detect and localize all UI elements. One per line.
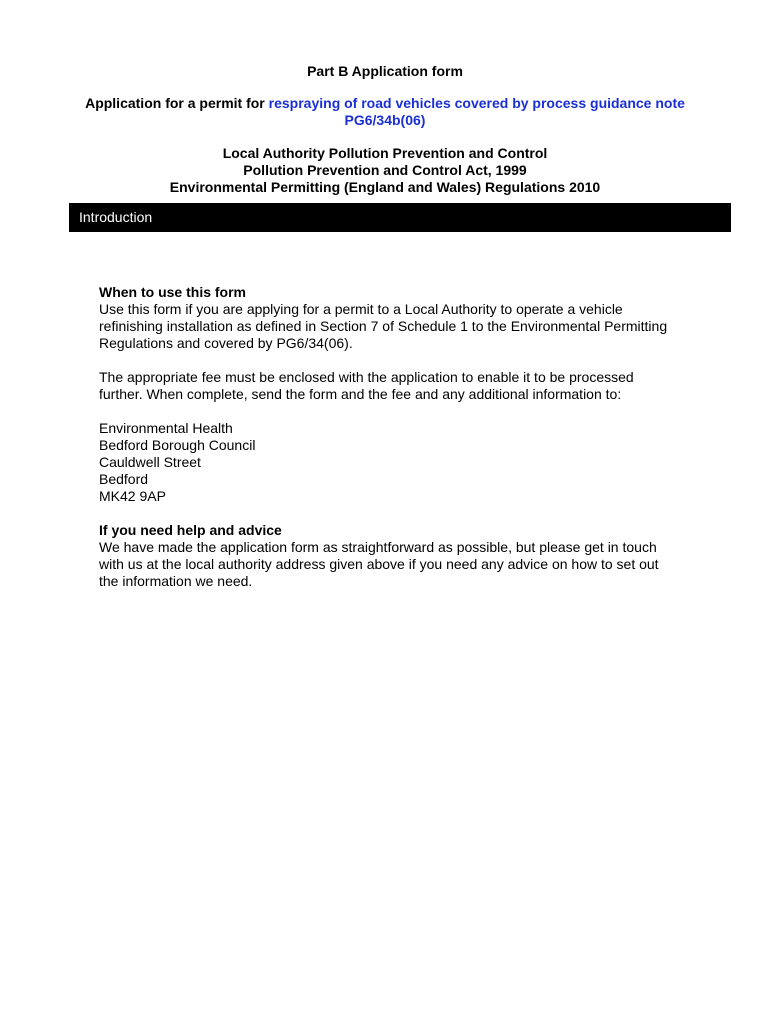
introduction-content <box>99 284 679 590</box>
address-line: Bedford <box>99 471 149 487</box>
legislation-line: Pollution Prevention and Control Act, 1999 <box>243 162 527 178</box>
help-text: We have made the application form as straightforward as possible, but please get in touch with us at the local authority address given above if you need any advice on how to set out the information we need. <box>99 539 659 589</box>
address-line: Environmental Health <box>99 420 233 436</box>
when-to-use-text: Use this form if you are applying for a permit to a Local Authority to operate a vehicle refinishing installation as defined in Section 7 of Schedule 1 to the Environmental Permitting Regulations and covered by PG6/34(06). <box>99 301 668 351</box>
legislation-block <box>0 145 770 196</box>
address-line: Bedford Borough Council <box>99 437 256 453</box>
address-line: MK42 9AP <box>99 488 166 504</box>
address-line: Cauldwell Street <box>99 454 201 470</box>
address-block <box>99 420 679 505</box>
legislation-line: Environmental Permitting (England and Wales) Regulations 2010 <box>169 179 601 195</box>
fee-text: The appropriate fee must be enclosed with the application to enable it to be processed further. When complete, send the form and the fee and any additional information to: <box>99 369 634 402</box>
section-header-introduction: Introduction <box>69 203 731 232</box>
application-process-highlight: respraying of road vehicles covered by process guidance note PG6/34b(06) <box>268 95 685 128</box>
when-to-use-heading: When to use this form <box>99 284 246 300</box>
legislation-line: Local Authority Pollution Prevention and Control <box>222 145 548 161</box>
application-heading <box>80 95 690 129</box>
page-title: Part B Application form <box>307 63 463 79</box>
help-heading: If you need help and advice <box>99 522 282 538</box>
application-prefix: Application for a permit for <box>85 95 269 111</box>
